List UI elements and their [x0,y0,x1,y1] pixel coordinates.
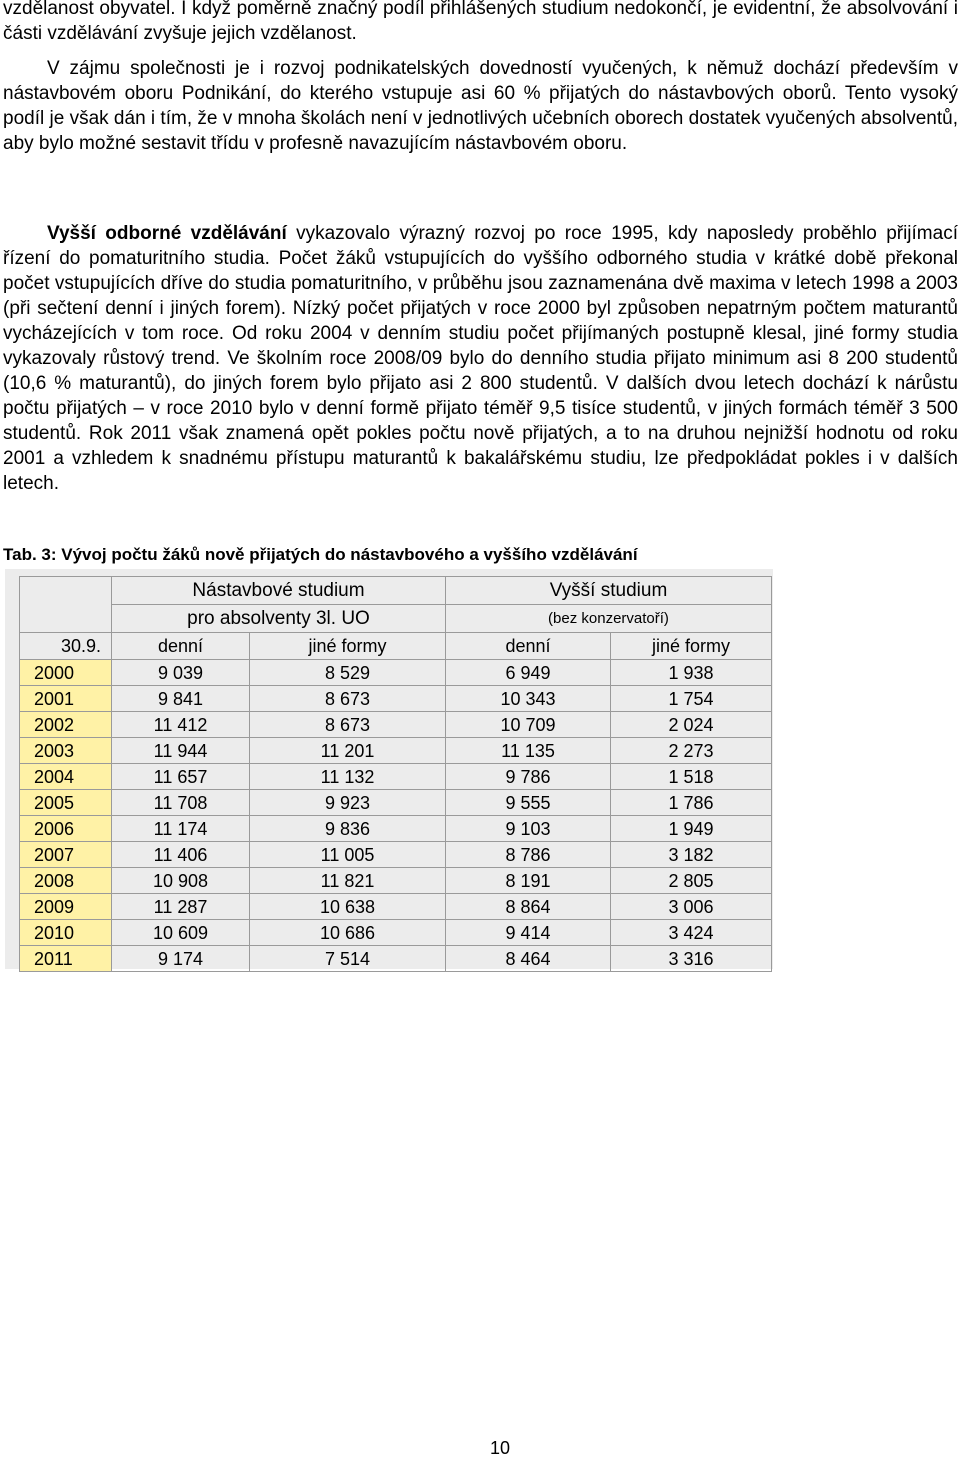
nastavbove-jine-cell: 11 821 [250,868,446,894]
vyssi-denni-cell: 8 786 [446,842,611,868]
nastavbove-jine-cell: 8 529 [250,660,446,686]
year-cell: 2009 [20,894,112,920]
vyssi-jine-cell: 3 006 [611,894,772,920]
nastavbove-denni-cell: 10 908 [112,868,250,894]
paragraph-nastavba: V zájmu společnosti je i rozvoj podnikatelských dovedností vyučených, k němuž dochází především v nástavbovém oboru Podnikání, do kterého vstupuje asi 60 % přijatých do nástavbových oborů. Tento vysoký podíl je však dán i tím, že v mnoha školách není v jednotlivých učebních oborech dostatek vyučených absolventů, aby bylo možné sestavit třídu v profesně navazujícím nástavbovém oboru. [3,58,958,154]
vyssi-denni-cell: 8 464 [446,946,611,972]
header-jine-1: jiné formy [250,633,446,660]
table-image [5,569,773,969]
vyssi-denni-cell: 6 949 [446,660,611,686]
nastavbove-jine-cell: 8 673 [250,686,446,712]
vyssi-jine-cell: 1 949 [611,816,772,842]
vyssi-denni-cell: 11 135 [446,738,611,764]
paragraph-intro: vzdělanost obyvatel. I když poměrně značný podíl přihlášených studium nedokončí, je evidentní, že absolvování i části vzdělávání zvyšuje jejich vzdělanost. [3,0,958,44]
year-cell: 2011 [20,946,112,972]
group-subheader-vyssi: (bez konzervatoří) [446,605,772,633]
nastavbove-denni-cell: 11 944 [112,738,250,764]
nastavbove-jine-cell: 11 201 [250,738,446,764]
year-cell: 2006 [20,816,112,842]
admissions-table [19,576,772,972]
table-row [20,920,772,946]
nastavbove-denni-cell: 11 174 [112,816,250,842]
nastavbove-denni-cell: 11 412 [112,712,250,738]
paragraph-body: vykazovalo výrazný rozvoj po roce 1995, kdy naposledy proběhlo přijímací řízení do pomaturitního studia. Počet žáků vstupujících do vyššího odborného studia v krátké době překonal počet vstupujících dříve do studia pomaturitního, v průběhu jsou zaznamenána dvě maxima v letech 1998 a 2003 (při sečtení denní i jiných forem). Nízký počet přijatých v roce 2000 byl způsoben nepatrným počtem maturantů vycházejících v tom roce. Od roku 2004 v denním studiu počet přijímaných postupně klesal, jiné formy studia vykazovaly růstový trend. Ve školním roce 2008/09 bylo do denního studia přijato minimum asi 8 200 studentů (10,6 % maturantů), do jiných forem bylo přijato asi 2 800 studentů. V dalších dvou letech dochází k nárůstu počtu přijatých – v roce 2010 bylo v denní formě přijato téměř 9,5 tisíce studentů, v jiných formách téměř 3 500 studentů. Rok 2011 však znamená opět pokles počtu nově přijatých, a to na druhou nejnižší hodnotu od roku 2001 a vzhledem k snadnému přístupu maturantů k bakalářskému studiu, lze předpokládat pokles i v dalších letech. [3,223,958,494]
vyssi-denni-cell: 9 555 [446,790,611,816]
vyssi-denni-cell: 9 103 [446,816,611,842]
vyssi-denni-cell: 9 414 [446,920,611,946]
vyssi-denni-cell: 9 786 [446,764,611,790]
vyssi-denni-cell: 10 343 [446,686,611,712]
vyssi-denni-cell: 8 864 [446,894,611,920]
vyssi-jine-cell: 1 754 [611,686,772,712]
header-date: 30.9. [20,633,112,660]
year-cell: 2000 [20,660,112,686]
table-row [20,842,772,868]
nastavbove-denni-cell: 10 609 [112,920,250,946]
nastavbove-jine-cell: 11 005 [250,842,446,868]
vyssi-jine-cell: 2 024 [611,712,772,738]
nastavbove-jine-cell: 10 638 [250,894,446,920]
nastavbove-denni-cell: 9 841 [112,686,250,712]
table-row [20,712,772,738]
year-cell: 2010 [20,920,112,946]
header-denni-2: denní [446,633,611,660]
nastavbove-jine-cell: 9 836 [250,816,446,842]
vyssi-denni-cell: 8 191 [446,868,611,894]
table-row [20,764,772,790]
header-jine-2: jiné formy [611,633,772,660]
year-cell: 2004 [20,764,112,790]
table-row [20,660,772,686]
table-row [20,894,772,920]
table-row [20,790,772,816]
table-row [20,738,772,764]
nastavbove-jine-cell: 9 923 [250,790,446,816]
nastavbove-jine-cell: 11 132 [250,764,446,790]
vyssi-jine-cell: 1 938 [611,660,772,686]
table-row [20,946,772,972]
table-caption: Tab. 3: Vývoj počtu žáků nově přijatých do nástavbového a vyššího vzdělávání [3,545,638,564]
vyssi-denni-cell: 10 709 [446,712,611,738]
table-row [20,686,772,712]
year-cell: 2005 [20,790,112,816]
nastavbove-denni-cell: 9 174 [112,946,250,972]
vyssi-jine-cell: 1 518 [611,764,772,790]
vyssi-jine-cell: 2 805 [611,868,772,894]
nastavbove-denni-cell: 11 287 [112,894,250,920]
year-cell: 2008 [20,868,112,894]
nastavbove-denni-cell: 11 406 [112,842,250,868]
table-row [20,816,772,842]
vyssi-jine-cell: 1 786 [611,790,772,816]
group-header-vyssi: Vyšší studium [446,577,772,605]
paragraph-vyssi-odborne [3,221,958,496]
group-subheader-nastavbove: pro absolventy 3l. UO [112,605,446,633]
header-denni-1: denní [112,633,250,660]
nastavbove-denni-cell: 9 039 [112,660,250,686]
year-cell: 2003 [20,738,112,764]
vyssi-jine-cell: 3 316 [611,946,772,972]
year-cell: 2007 [20,842,112,868]
paragraph-heading-bold: Vyšší odborné vzdělávání [47,223,287,244]
nastavbove-jine-cell: 10 686 [250,920,446,946]
page-number: 10 [490,1438,511,1458]
year-cell: 2001 [20,686,112,712]
nastavbove-jine-cell: 8 673 [250,712,446,738]
nastavbove-denni-cell: 11 657 [112,764,250,790]
group-header-nastavbove: Nástavbové studium [112,577,446,605]
empty-corner-cell [20,577,112,633]
vyssi-jine-cell: 3 424 [611,920,772,946]
nastavbove-denni-cell: 11 708 [112,790,250,816]
nastavbove-jine-cell: 7 514 [250,946,446,972]
year-cell: 2002 [20,712,112,738]
table-row [20,868,772,894]
vyssi-jine-cell: 2 273 [611,738,772,764]
vyssi-jine-cell: 3 182 [611,842,772,868]
